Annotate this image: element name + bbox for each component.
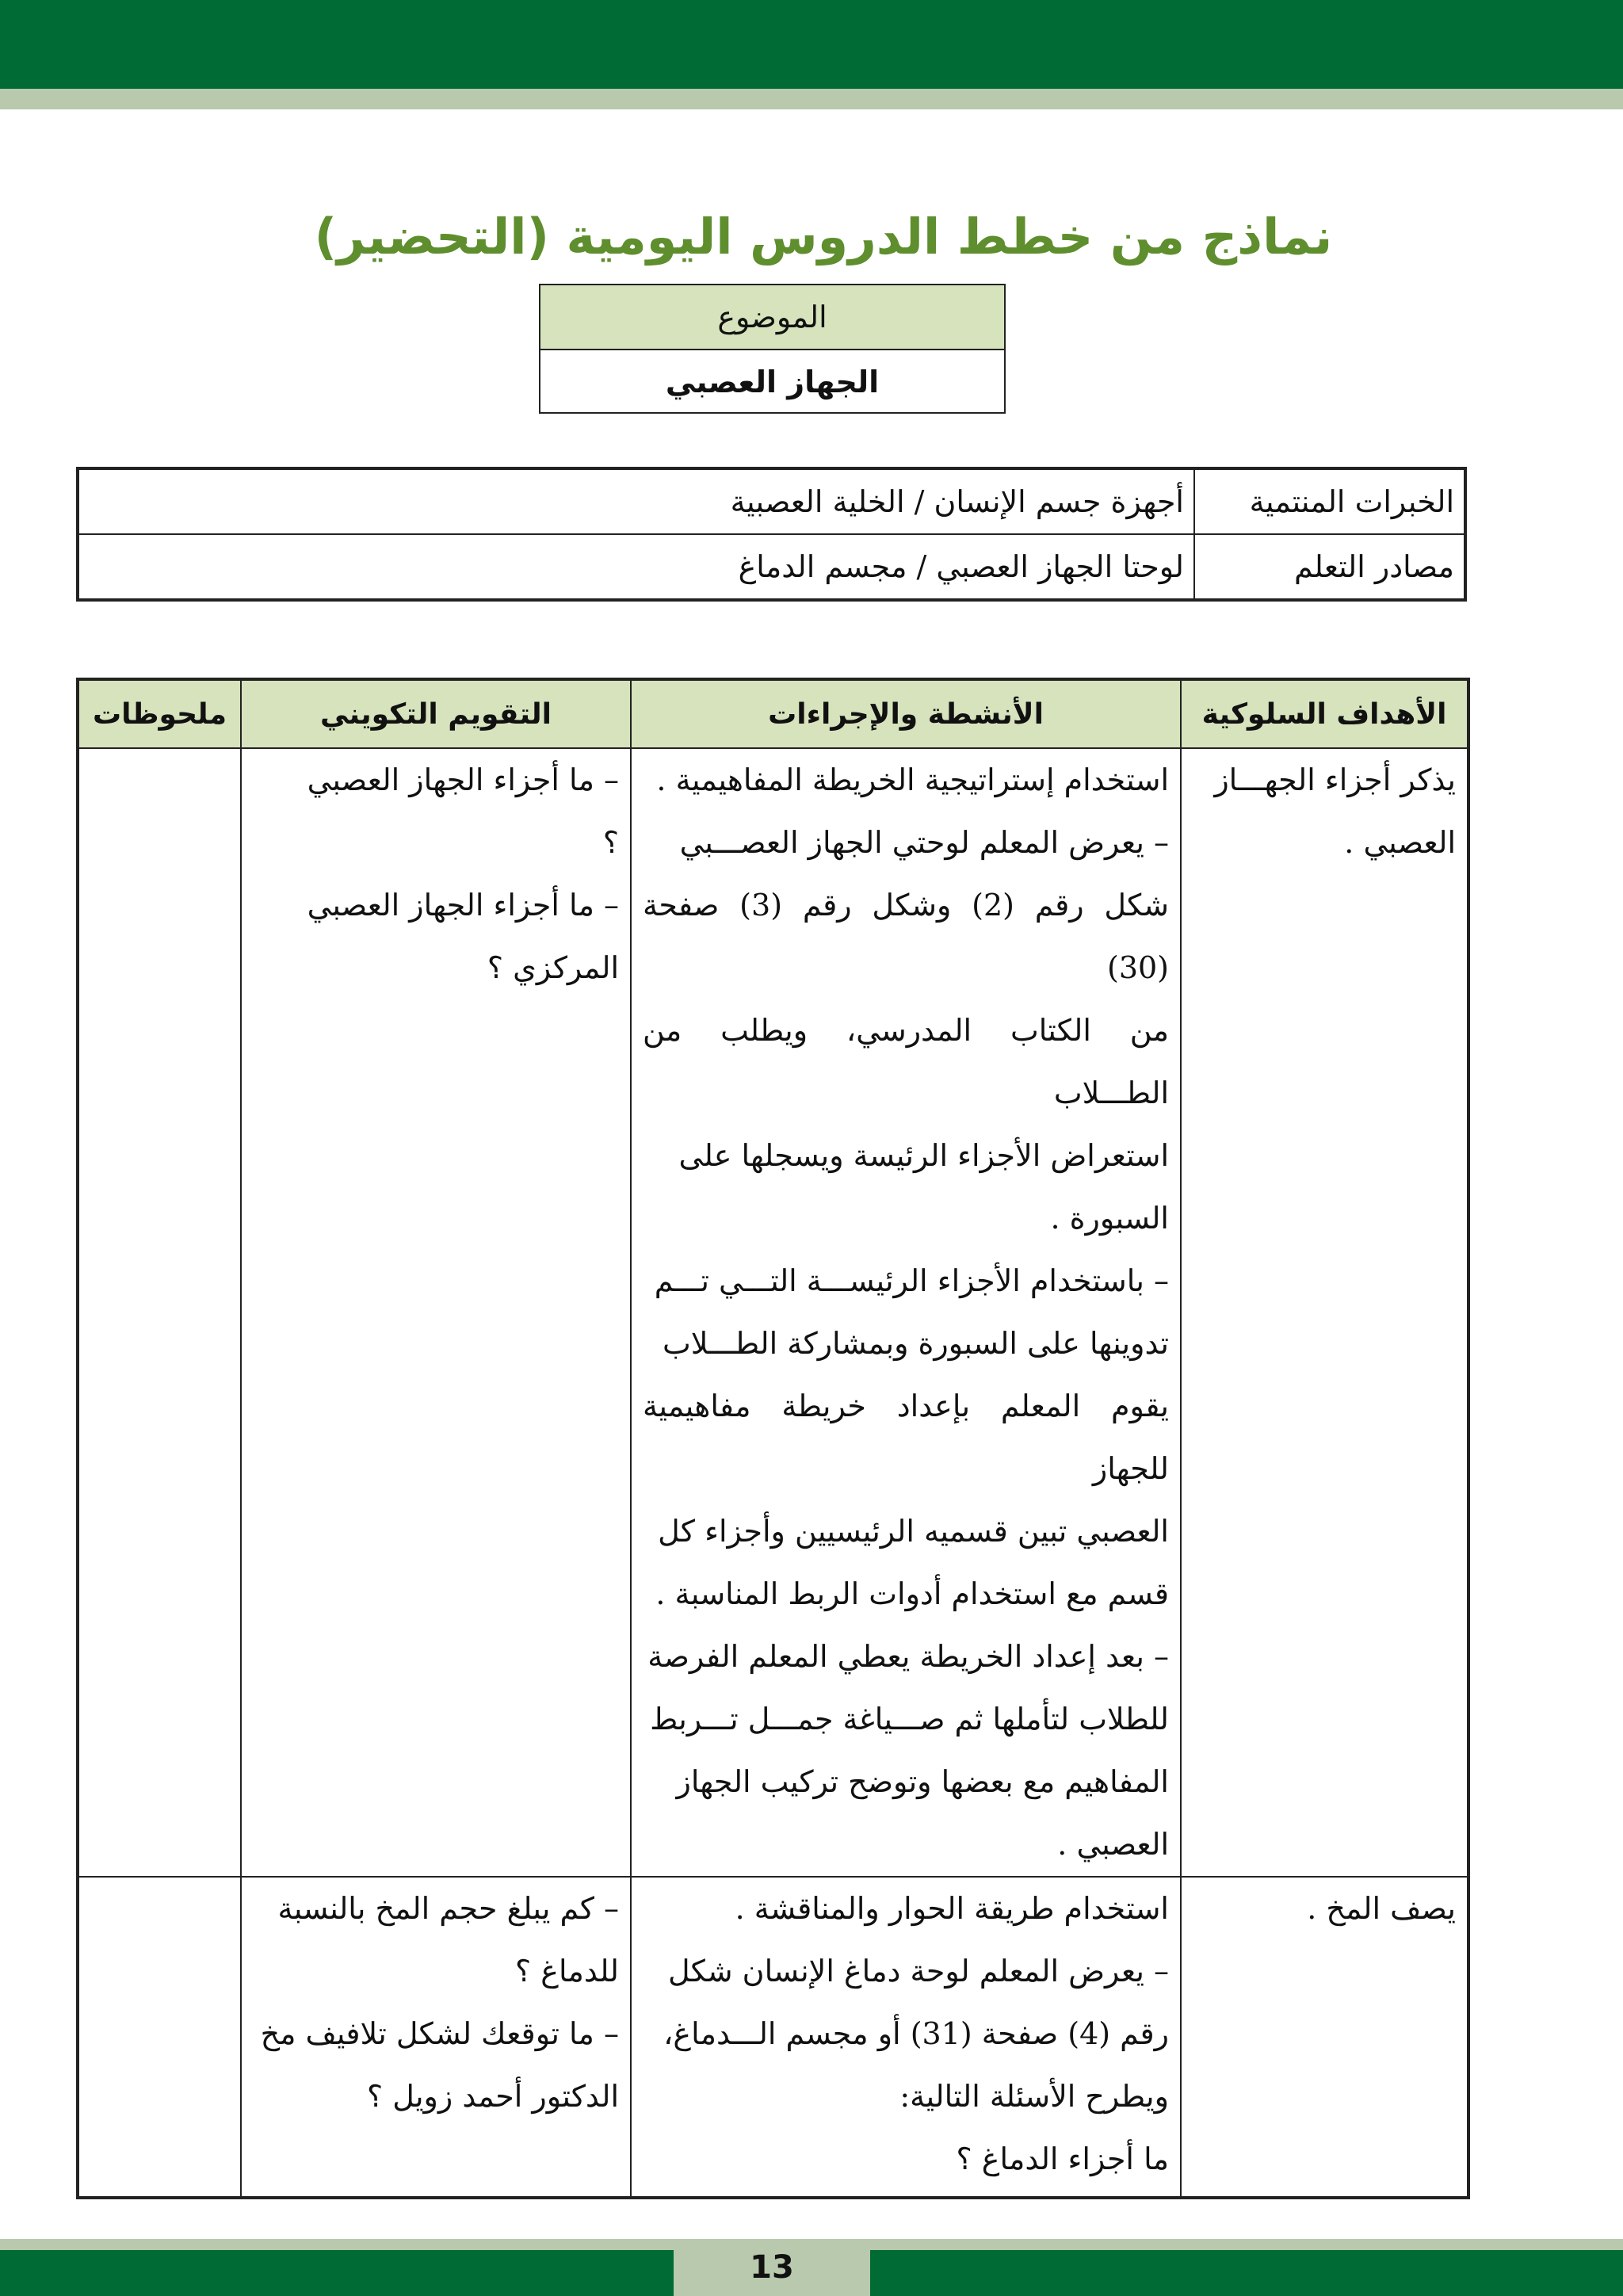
text-line: للطلاب لتأملها ثم صـــياغة جمـــل تـــربط: [650, 1702, 1169, 1736]
text-line: استخدام طريقة الحوار والمناقشة .: [735, 1891, 1169, 1926]
text-line: المركزي ؟: [487, 950, 619, 985]
info-table: [76, 467, 1467, 602]
header-activities: الأنشطة والإجراءات: [631, 679, 1181, 748]
table-row: [78, 1877, 1468, 2198]
footer-band: [0, 2250, 674, 2296]
text-line: من الكتاب المدرسي، ويطلب من الطـــلاب: [643, 1013, 1169, 1110]
text-line: يصف المخ .: [1307, 1891, 1456, 1926]
assessment-cell: [241, 1877, 631, 2198]
info-row: [78, 468, 1465, 534]
text-line: العصبي تبين قسميه الرئيسيين وأجزاء كل: [658, 1514, 1169, 1549]
topic-box: [539, 284, 1006, 414]
notes-cell: [78, 748, 241, 1877]
text-line: شكل رقم (2) وشكل رقم (3) صفحة (30): [643, 888, 1169, 985]
text-line: – بعد إعداد الخريطة يعطي المعلم الفرصة: [647, 1639, 1169, 1674]
info-value: لوحتا الجهاز العصبي / مجسم الدماغ: [78, 534, 1194, 600]
header-notes: ملحوظات: [78, 679, 241, 748]
text-line: العصبي .: [1344, 825, 1456, 860]
text-line: – يعرض المعلم لوحتي الجهاز العصـــبي: [679, 825, 1169, 860]
info-label: الخبرات المنتمية: [1194, 468, 1465, 534]
table-header-row: [78, 679, 1468, 748]
text-line: ويطرح الأسئلة التالية:: [899, 2079, 1169, 2114]
text-line: – يعرض المعلم لوحة دماغ الإنسان شكل: [668, 1954, 1169, 1988]
text-line: استخدام إستراتيجية الخريطة المفاهيمية .: [656, 762, 1169, 797]
objective-cell: [1181, 748, 1468, 1877]
notes-cell: [78, 1877, 241, 2198]
text-line: – ما أجزاء الجهاز العصبي: [307, 762, 619, 797]
text-line: ؟: [602, 825, 619, 860]
text-line: يذكر أجزاء الجهـــاز: [1214, 762, 1456, 797]
text-line: السبورة .: [1050, 1201, 1169, 1236]
objective-cell: [1181, 1877, 1468, 2198]
info-row: [78, 534, 1465, 600]
text-line: قسم مع استخدام أدوات الربط المناسبة .: [655, 1576, 1169, 1611]
footer-band: [870, 2250, 1623, 2296]
header-stripe: [0, 89, 1623, 109]
info-label: مصادر التعلم: [1194, 534, 1465, 600]
text-line: العصبي .: [1057, 1827, 1169, 1862]
lesson-plan-table: [76, 678, 1470, 2199]
text-line: يقوم المعلم بإعداد خريطة مفاهيمية للجهاز: [643, 1389, 1169, 1486]
topic-label: الموضوع: [540, 285, 1004, 350]
info-value: أجهزة جسم الإنسان / الخلية العصبية: [78, 468, 1194, 534]
assessment-cell: [241, 748, 631, 1877]
page-number: 13: [750, 2249, 794, 2286]
header-band: [0, 0, 1623, 89]
header-objectives: الأهداف السلوكية: [1181, 679, 1468, 748]
topic-value: الجهاز العصبي: [665, 365, 880, 399]
text-line: تدوينها على السبورة وبمشاركة الطـــلاب: [663, 1326, 1169, 1361]
header-assessment: التقويم التكويني: [241, 679, 631, 748]
text-line: – ما أجزاء الجهاز العصبي: [307, 888, 619, 923]
text-line: – كم يبلغ حجم المخ بالنسبة: [277, 1891, 619, 1926]
text-line: استعراض الأجزاء الرئيسة ويسجلها على: [678, 1138, 1169, 1173]
text-line: رقم (4) صفحة (31) أو مجسم الـــدماغ،: [663, 2016, 1169, 2051]
text-line: – ما توقعك لشكل تلافيف مخ: [260, 2016, 619, 2051]
text-line: ما أجزاء الدماغ ؟: [956, 2141, 1169, 2176]
activities-cell: [631, 1877, 1181, 2198]
text-line: الدكتور أحمد زويل ؟: [366, 2079, 619, 2114]
text-line: – باستخدام الأجزاء الرئيســـة التـــي تـــم: [654, 1263, 1169, 1298]
activities-cell: [631, 748, 1181, 1877]
table-row: [78, 748, 1468, 1877]
text-line: المفاهيم مع بعضها وتوضح تركيب الجهاز: [676, 1764, 1169, 1799]
page-title: نماذج من خطط الدروس اليومية (التحضير): [314, 208, 1333, 266]
text-line: للدماغ ؟: [515, 1954, 619, 1988]
